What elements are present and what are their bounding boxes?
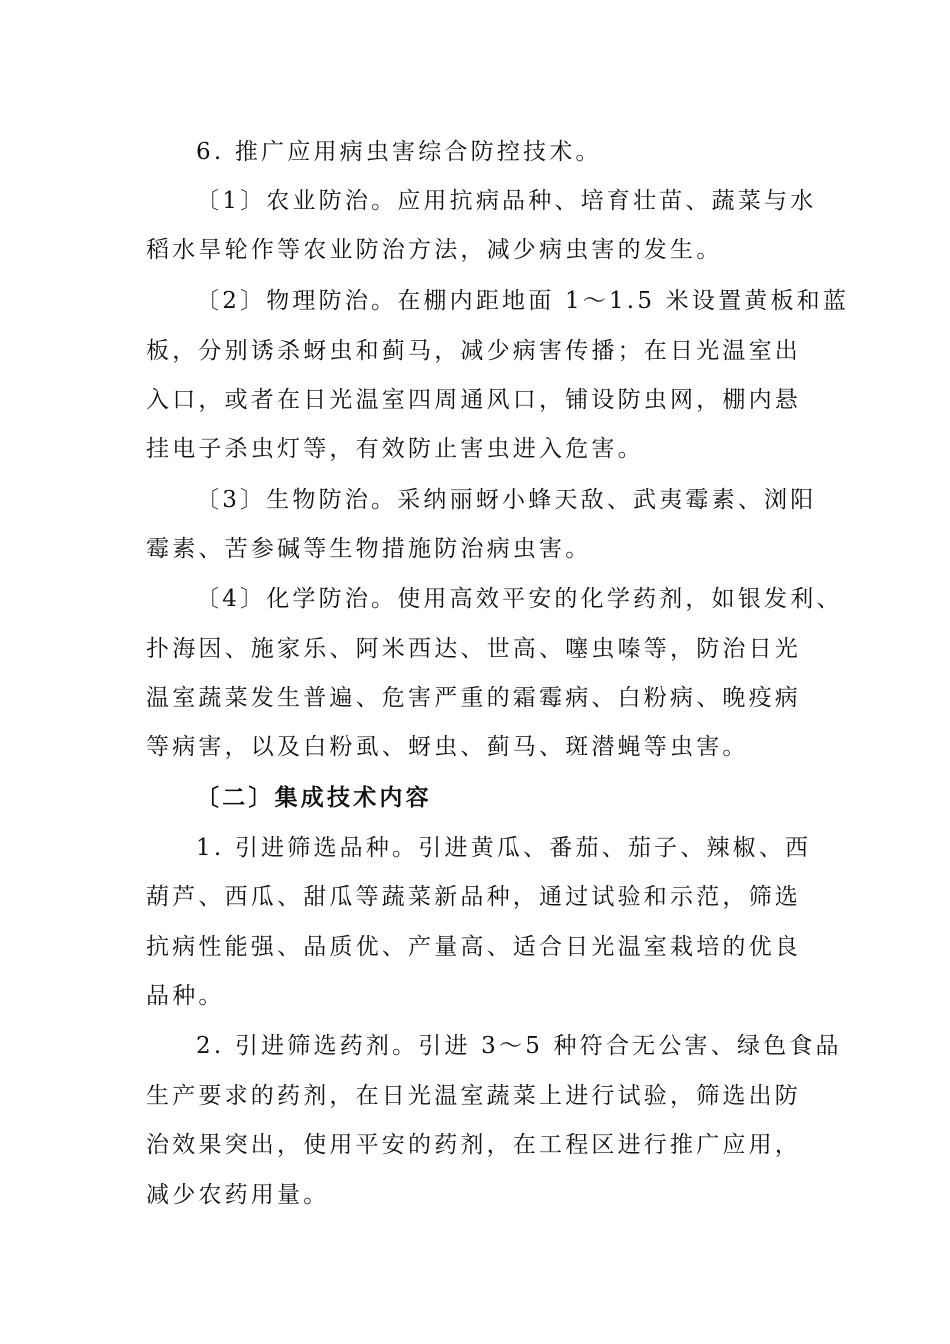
- pesticide-selection-line-1: 2. 引进筛选药剂。引进 3～5 种符合无公害、绿色食品: [196, 1033, 842, 1059]
- section-heading: 〔二〕集成技术内容: [196, 784, 432, 811]
- pesticide-selection-line-4: 减少农药用量。: [146, 1182, 330, 1208]
- agricultural-control-line-1: 〔1〕农业防治。应用抗病品种、培育壮苗、蔬菜与水: [196, 188, 817, 214]
- variety-selection-line-1: 1. 引进筛选品种。引进黄瓜、番茄、茄子、辣椒、西: [196, 835, 812, 861]
- agricultural-control-line-2: 稻水旱轮作等农业防治方法，减少病虫害的发生。: [146, 237, 723, 263]
- physical-control-line-3: 入口，或者在日光温室四周通风口，铺设防虫网，棚内悬: [146, 387, 801, 413]
- chemical-control-line-4: 等病害，以及白粉虱、蚜虫、蓟马、斑潜蝇等虫害。: [146, 734, 749, 760]
- physical-control-line-4: 挂电子杀虫灯等，有效防止害虫进入危害。: [146, 436, 644, 462]
- physical-control-line-2: 板，分别诱杀蚜虫和蓟马，减少病害传播；在日光温室出: [146, 338, 801, 364]
- chemical-control-line-2: 扑海因、施家乐、阿米西达、世高、噻虫嗪等，防治日光: [146, 636, 801, 662]
- paragraph-6-heading-line: 6. 推广应用病虫害综合防控技术。: [196, 139, 602, 165]
- chemical-control-line-3: 温室蔬菜发生普遍、危害严重的霜霉病、白粉病、晚疫病: [146, 685, 801, 711]
- biological-control-line-2: 霉素、苦参碱等生物措施防治病虫害。: [146, 536, 592, 562]
- pesticide-selection-line-3: 治效果突出，使用平安的药剂，在工程区进行推广应用，: [146, 1132, 801, 1158]
- variety-selection-line-4: 品种。: [146, 983, 225, 1009]
- chemical-control-line-1: 〔4〕化学防治。使用高效平安的化学药剂，如银发利、: [196, 586, 843, 612]
- biological-control-line-1: 〔3〕生物防治。采纳丽蚜小蜂天敌、武夷霉素、浏阳: [196, 487, 817, 513]
- variety-selection-line-2: 葫芦、西瓜、甜瓜等蔬菜新品种，通过试验和示范，筛选: [146, 884, 801, 910]
- variety-selection-line-3: 抗病性能强、品质优、产量高、适合日光温室栽培的优良: [146, 934, 801, 960]
- physical-control-line-1: 〔2〕物理防治。在棚内距地面 1～1.5 米设置黄板和蓝: [196, 288, 850, 314]
- pesticide-selection-line-2: 生产要求的药剂，在日光温室蔬菜上进行试验，筛选出防: [146, 1083, 801, 1109]
